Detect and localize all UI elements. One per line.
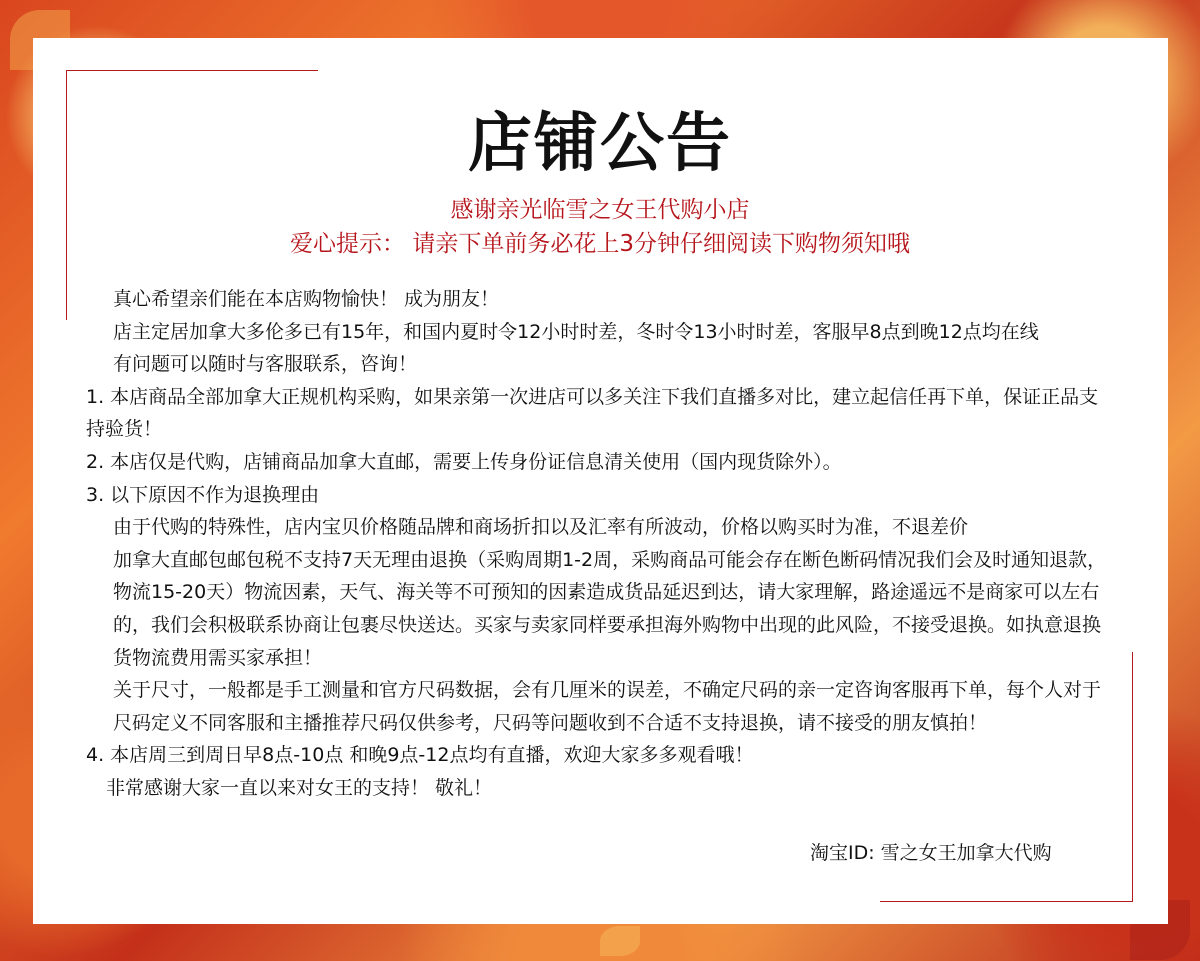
corner-line-bottom-right	[880, 901, 1132, 902]
tip-subtitle: 爱心提示： 请亲下单前务必花上3分钟仔细阅读下购物须知哦	[290, 231, 910, 257]
page-title: 店铺公告	[468, 107, 732, 181]
maple-leaf-decoration	[600, 926, 640, 956]
corner-line-top-left	[66, 70, 318, 71]
corner-line-bottom-right	[1132, 652, 1133, 902]
rule-3-price: 由于代购的特殊性，店内宝贝价格随品牌和商场折扣以及汇率有所波动，价格以购买时为准，不退差价	[113, 516, 969, 539]
paragraph-contact: 有问题可以随时与客服联系，咨询！	[113, 353, 418, 376]
paragraph-location: 店主定居加拿大多伦多已有15年，和国内夏时令12小时时差，冬时令13小时时差，客服早8点到晚12点均在线	[113, 320, 1039, 343]
rule-3-shipping: 加拿大直邮包邮包税不支持7天无理由退换（采购周期1-2周，采购商品可能会存在断色断码情况我们会及时通知退款，物流15-20天）物流因素，天气、海关等不可预知的因素造成货品延迟到达，请大家理解，路途遥远不是商家可以左右的，我们会积极联系协商让包裹尽快送达。买家与卖家同样要承担海外购物中出现的此风险，不接受退换。如执意退换货物流费用需买家承担！	[113, 548, 1107, 669]
rule-3: 3. 以下原因不作为退换理由	[86, 483, 320, 506]
paragraph-greeting: 真心希望亲们能在本店购物愉快！ 成为朋友！	[113, 288, 500, 310]
taobao-id: 淘宝ID: 雪之女王加拿大代购	[810, 842, 1052, 864]
rule-3-size: 关于尺寸，一般都是手工测量和官方尺码数据，会有几厘米的误差，不确定尺码的亲一定咨询客服再下单，每个人对于尺码定义不同客服和主播推荐尺码仅供参考，尺码等问题收到不合适不支持退换，请不接受的朋友慎拍！	[113, 679, 1102, 734]
rule-2: 2. 本店仅是代购，店铺商品加拿大直邮，需要上传身份证信息清关使用（国内现货除外）。	[86, 450, 842, 473]
rule-1: 1. 本店商品全部加拿大正规机构采购，如果亲第一次进店可以多关注下我们直播多对比，建立起信任再下单，保证正品支持验货！	[86, 385, 1099, 441]
paragraph-thanks: 非常感谢大家一直以来对女王的支持！ 敬礼！	[106, 776, 493, 799]
rule-4: 4. 本店周三到周日早8点-10点 和晚9点-12点均有直播，欢迎大家多多观看哦！	[86, 744, 754, 767]
welcome-subtitle: 感谢亲光临雪之女王代购小店	[450, 197, 750, 223]
notice-body	[86, 283, 1116, 805]
